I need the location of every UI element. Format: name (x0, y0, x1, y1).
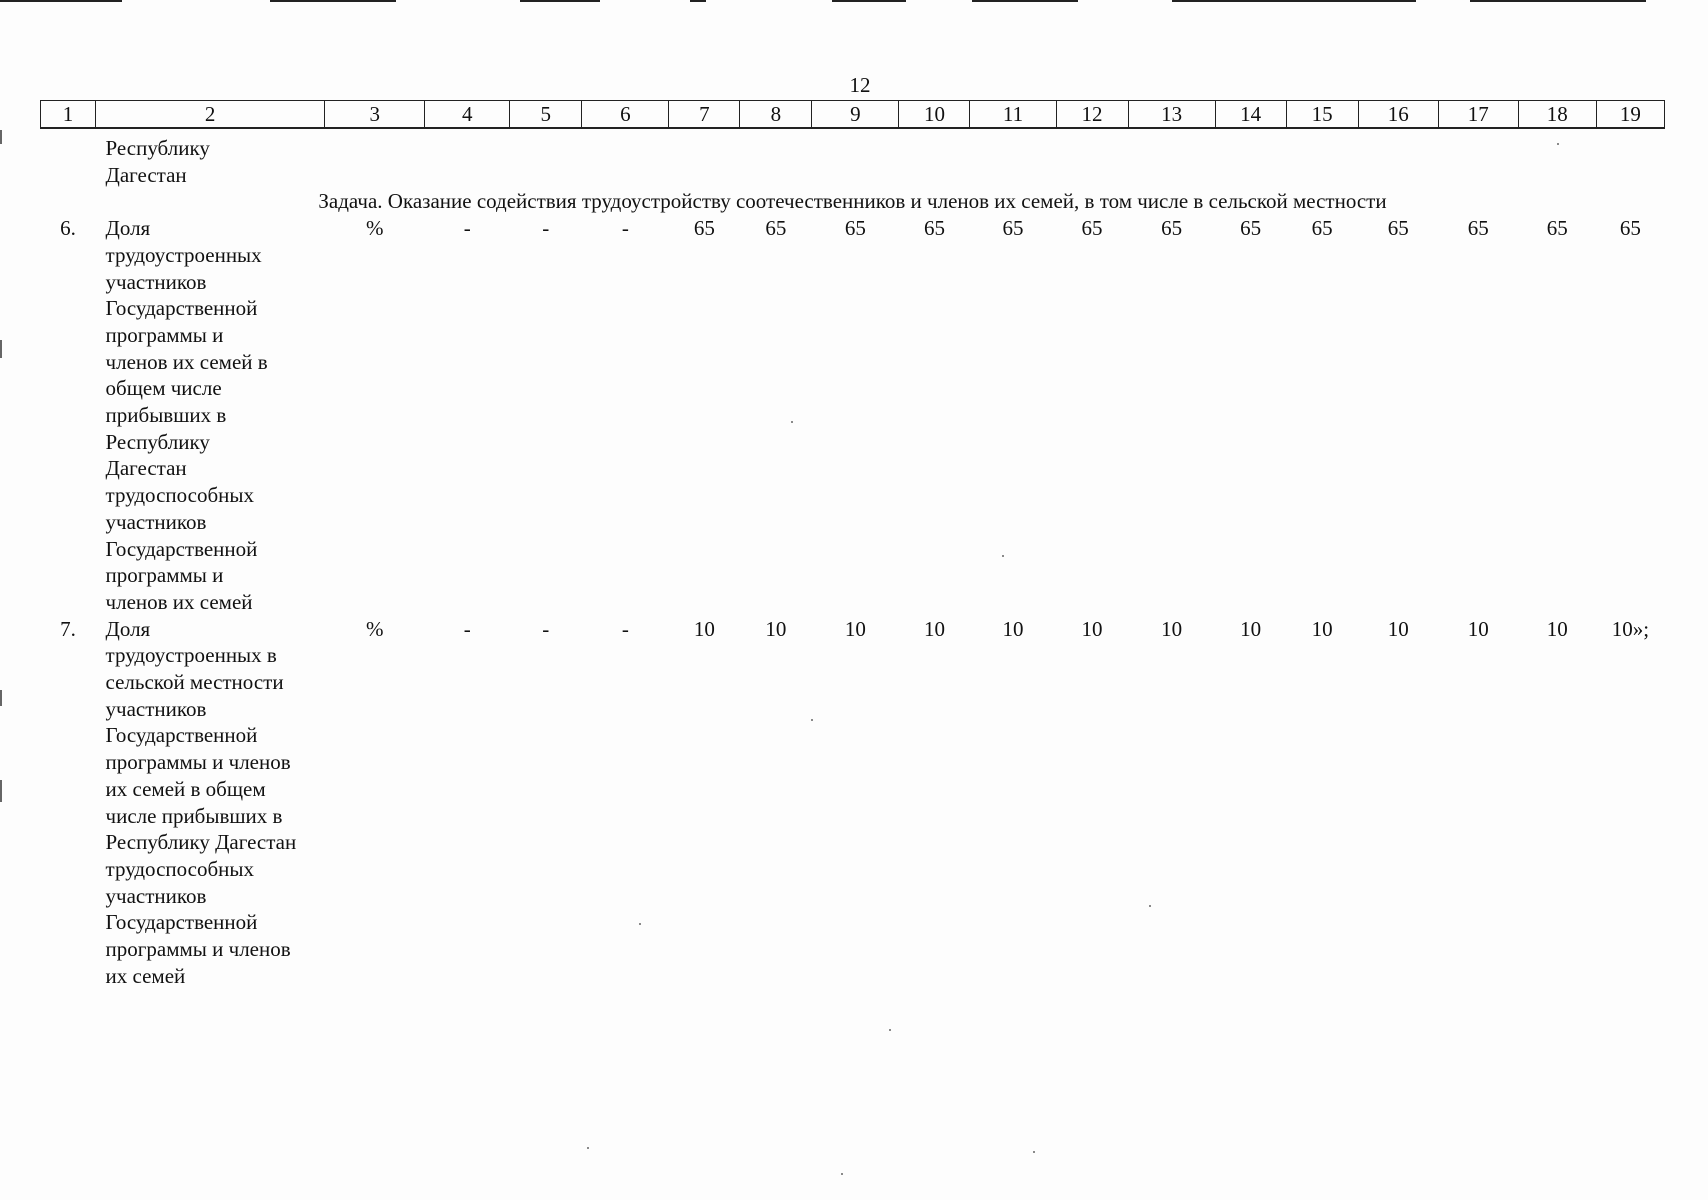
header-cell: 3 (325, 101, 425, 129)
scan-speck (841, 1173, 843, 1175)
header-cell: 5 (510, 101, 582, 129)
value-cell: - (621, 216, 629, 241)
value-cell: 65 (844, 216, 866, 241)
header-cell: 11 (970, 101, 1056, 129)
header-cell: 13 (1128, 101, 1215, 129)
value-cell: 65 (1546, 216, 1568, 241)
header-cell: 18 (1518, 101, 1596, 129)
header-cell: 15 (1286, 101, 1358, 129)
text-line: их семей (105, 963, 186, 988)
value-cell: 65 (1240, 216, 1262, 241)
text-line: Дагестан (105, 162, 187, 187)
value-cell: - (463, 616, 471, 641)
text-line: Государственной (105, 536, 258, 561)
text-line: трудоустроенных (105, 242, 262, 267)
task-heading: Задача. Оказание содействия трудоустройству соотечественников и членов их семей, в том числе в сельской местности (318, 189, 1387, 214)
scan-speck (1033, 1151, 1035, 1153)
scan-speck (811, 719, 813, 721)
header-cell: 1 (41, 101, 96, 129)
text-line: программы и (105, 563, 224, 588)
text-line: программы и членов (105, 750, 291, 775)
text-line: программы и (105, 322, 224, 347)
value-cell: - (621, 616, 629, 641)
value-cell: 10 (1081, 616, 1103, 641)
scan-speck (639, 923, 641, 925)
value-cell: 10 (1240, 616, 1262, 641)
value-cell: 65 (1311, 216, 1333, 241)
scan-edge-mark (0, 690, 2, 706)
row-number: 7. (60, 616, 76, 641)
text-line: членов их семей (105, 589, 253, 614)
unit-cell: % (365, 616, 384, 641)
text-line: программы и членов (105, 937, 291, 962)
value-cell: 65 (693, 216, 715, 241)
text-line: числе прибывших в (105, 803, 283, 828)
page-number: 12 (849, 73, 871, 97)
text-line: Доля (105, 216, 151, 241)
text-line: общем числе (105, 376, 222, 401)
text-line: Государственной (105, 723, 258, 748)
text-line: участников (105, 883, 207, 908)
header-cell: 17 (1438, 101, 1518, 129)
text-line: Республику (105, 429, 210, 454)
text-line: Государственной (105, 910, 258, 935)
value-cell: 10 (1161, 616, 1183, 641)
header-cell: 8 (740, 101, 812, 129)
text-line: участников (105, 509, 207, 534)
text-line: сельской местности (105, 670, 284, 695)
header-cell: 4 (425, 101, 510, 129)
value-cell: 10 (1002, 616, 1024, 641)
header-cell: 6 (582, 101, 669, 129)
value-cell: 10»; (1611, 616, 1650, 641)
text-line: Государственной (105, 296, 258, 321)
scan-speck (1149, 905, 1151, 907)
value-cell: 65 (1467, 216, 1489, 241)
header-cell: 19 (1596, 101, 1664, 129)
header-cell: 16 (1358, 101, 1438, 129)
value-cell: 10 (1546, 616, 1568, 641)
value-cell: 65 (1081, 216, 1103, 241)
header-cell: 14 (1215, 101, 1286, 129)
row-number: 6. (60, 216, 76, 241)
header-cell: 12 (1056, 101, 1128, 129)
value-cell: 10 (765, 616, 787, 641)
text-line: участников (105, 269, 207, 294)
value-cell: 65 (1002, 216, 1024, 241)
value-cell: - (463, 216, 471, 241)
text-line: Доля (105, 616, 151, 641)
value-cell: 10 (693, 616, 715, 641)
scan-speck (587, 1147, 589, 1149)
text-line: их семей в общем (105, 776, 266, 801)
value-cell: 10 (1387, 616, 1409, 641)
text-line: трудоспособных (105, 483, 255, 508)
value-cell: 65 (765, 216, 787, 241)
value-cell: 10 (923, 616, 945, 641)
text-line: трудоспособных (105, 856, 255, 881)
scan-speck (1002, 555, 1004, 557)
text-line: Республику (105, 136, 210, 160)
scan-speck (791, 421, 793, 423)
scan-speck (1557, 143, 1559, 145)
scan-speck (889, 1029, 891, 1031)
value-cell: 65 (923, 216, 945, 241)
value-cell: 10 (1311, 616, 1333, 641)
value-cell: - (542, 616, 550, 641)
scan-edge-mark (0, 340, 2, 358)
value-cell: 65 (1387, 216, 1409, 241)
header-cell: 9 (812, 101, 899, 129)
header-cell: 10 (899, 101, 970, 129)
text-line: Дагестан (105, 456, 187, 481)
scan-edge-mark (0, 130, 2, 144)
value-cell: 65 (1619, 216, 1641, 241)
text-line: Республику Дагестан (105, 830, 297, 855)
text-line: членов их семей в (105, 349, 268, 374)
header-cell: 2 (96, 101, 325, 129)
header-cell: 7 (669, 101, 740, 129)
value-cell: 65 (1161, 216, 1183, 241)
value-cell: - (542, 216, 550, 241)
unit-cell: % (365, 216, 384, 241)
scan-edge-mark (0, 780, 2, 802)
value-cell: 10 (844, 616, 866, 641)
text-line: прибывших в (105, 403, 227, 428)
text-line: трудоустроенных в (105, 643, 277, 668)
text-line: участников (105, 696, 207, 721)
value-cell: 10 (1467, 616, 1489, 641)
